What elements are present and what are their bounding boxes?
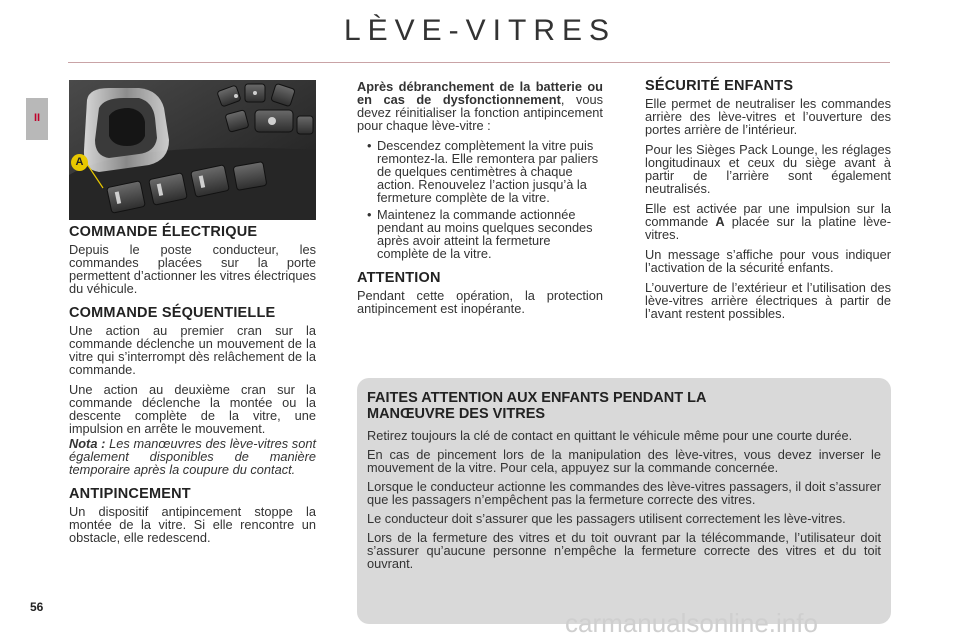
heading-commande-electrique: COMMANDE ÉLECTRIQUE <box>69 224 258 240</box>
nota-paragraph <box>69 437 316 476</box>
paragraph: L’ouverture de l’extérieur et l’utilisation des lève-vitres arrière électriques à partir de l’avant restent possibles. <box>645 280 891 321</box>
column-middle <box>357 80 603 322</box>
watermark: carmanualsonline.info <box>565 608 818 638</box>
heading-antipincement: ANTIPINCEMENT <box>69 486 191 502</box>
paragraph <box>645 202 891 241</box>
text-run: placée sur la platine lève-vitres. <box>645 214 892 242</box>
paragraph: Depuis le poste conducteur, les commandes placées sur la porte permettent d’actionner les vitres électriques du véhicule. <box>69 242 316 296</box>
paragraph: Une action au premier cran sur la commande déclenche un mouvement de la vitre qui s’interrompt dès relâchement de la commande. <box>69 323 316 377</box>
nota-text: Les manœuvres des lève-vitres sont également disponibles de manière temporaire après la coupure du contact. <box>69 436 316 477</box>
heading-attention: ATTENTION <box>357 270 441 286</box>
reset-steps <box>365 139 603 260</box>
page-title: LÈVE-VITRES <box>343 14 617 47</box>
heading-securite-enfants: SÉCURITÉ ENFANTS <box>645 78 794 94</box>
title-divider <box>68 62 890 63</box>
command-a-ref: A <box>715 214 725 229</box>
reset-intro <box>357 80 603 132</box>
column-right <box>645 80 891 327</box>
page-number: 56 <box>30 600 44 614</box>
reset-intro-bold: Après débranchement de la batterie ou en cas de dysfonctionnement <box>357 79 603 107</box>
door-panel-illustration <box>69 80 316 220</box>
heading-commande-sequentielle: COMMANDE SÉQUENTIELLE <box>69 305 276 321</box>
column-left <box>69 226 316 551</box>
paragraph: Un message s’affiche pour vous indiquer l’activation de la sécurité enfants. <box>645 247 891 275</box>
reset-intro-text: , vous devez réinitialiser la fonction antipincement pour chaque lève-vitre : <box>357 92 603 133</box>
list-item: • Descendez complètement la vitre puis remontez-la. Elle remontera par paliers de quelques centimètres à chaque action. Renouvelez l’action jusqu’à la fermeture complète de la vitre. <box>365 139 603 204</box>
warning-paragraph: Le conducteur doit s’assurer que les passagers utilisent correctement les lève-vitres. <box>367 511 846 526</box>
warning-heading: FAITES ATTENTION AUX ENFANTS PENDANT LA MANŒUVRE DES VITRES <box>367 390 706 422</box>
callout-a: A <box>71 154 88 171</box>
paragraph: Elle permet de neutraliser les commandes arrière des lève-vitres et l’ouverture des portes arrière de l’intérieur. <box>645 96 891 137</box>
warning-box <box>357 378 891 624</box>
chapter-tab <box>26 98 48 140</box>
paragraph: Pendant cette opération, la protection antipincement est inopérante. <box>357 288 603 316</box>
chapter-label: II <box>33 112 41 124</box>
warning-paragraph: En cas de pincement lors de la manipulation des lève-vitres, vous devez inverser le mouvement de la vitre. Pour cela, appuyez sur la commande concernée. <box>367 447 881 475</box>
paragraph: Pour les Sièges Pack Lounge, les réglages longitudinaux et ceux du siège avant à partir de l’arrière sont également neutralisés. <box>645 142 891 196</box>
nota-label: Nota : <box>69 436 106 451</box>
paragraph: Une action au deuxième cran sur la commande déclenche la montée ou la descente complète de la vitre, une impulsion en arrête le mouvement. <box>69 382 316 436</box>
warning-paragraph: Lors de la fermeture des vitres et du toit ouvrant par la télécommande, l’utilisateur doit s’assurer qu’aucune personne n’empêche la fermeture correcte des vitres et du toit ouvrant. <box>367 530 881 571</box>
warning-paragraph: Retirez toujours la clé de contact en quittant le véhicule même pour une courte durée. <box>367 428 853 443</box>
door-switch-photo <box>69 80 316 220</box>
list-item: • Maintenez la commande actionnée pendant au moins quelques secondes après avoir atteint la fermeture complète de la vitre. <box>365 208 603 260</box>
warning-paragraph: Lorsque le conducteur actionne les commandes des lève-vitres passagers, il doit s’assurer que les passagers n’empêchent pas la fermeture correcte des vitres. <box>367 479 881 507</box>
paragraph: Un dispositif antipincement stoppe la montée de la vitre. Si elle rencontre un obstacle, elle redescend. <box>69 504 316 545</box>
text-run: Elle est activée par une impulsion sur la commande <box>645 201 891 229</box>
